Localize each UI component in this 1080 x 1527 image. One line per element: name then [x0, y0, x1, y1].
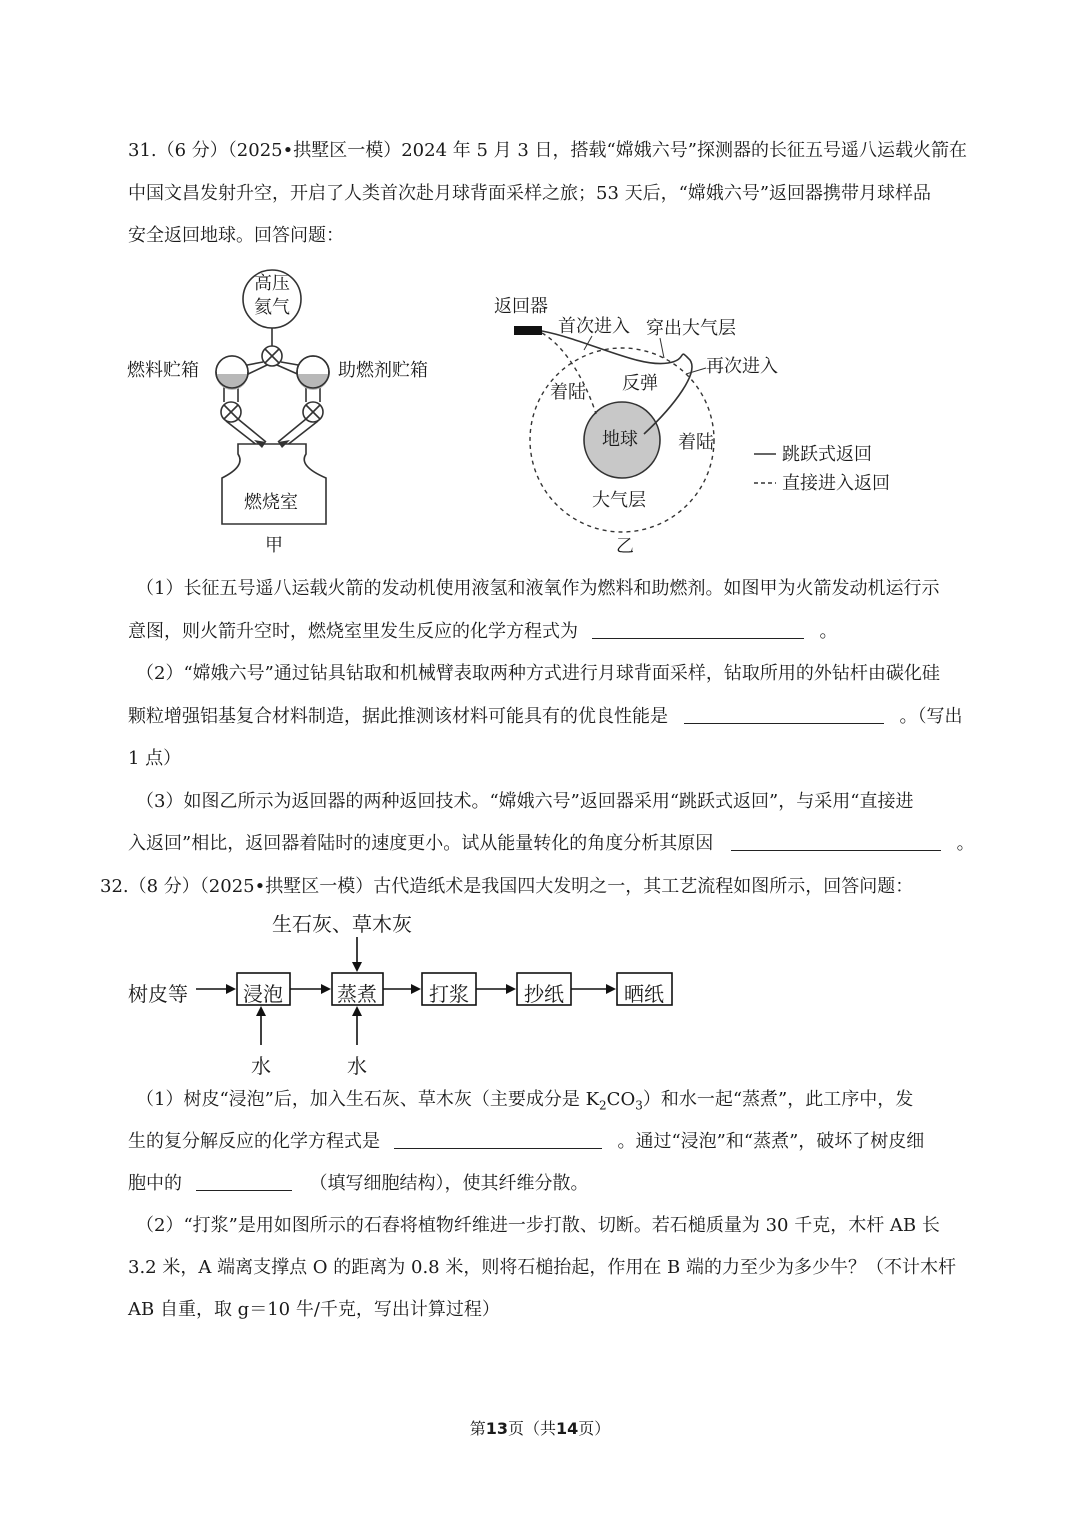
q32-p2-line1: （2）“打浆”是用如图所示的石舂将植物纤维进一步打散、切断。若石槌质量为 30 千克，木杆 AB 长	[136, 1215, 940, 1236]
q32-p1-line2: 生的复分解反应的化学方程式是 。通过“浸泡”和“蒸煮”，破坏了树皮细	[128, 1131, 925, 1152]
fuel-tank-label: 燃料贮箱	[127, 360, 199, 381]
flow-start-bark: 树皮等	[128, 982, 188, 1006]
landing-left-label: 着陆	[550, 382, 586, 403]
q31-p1-line1: （1）长征五号遥八运载火箭的发动机使用液氢和液氧作为燃料和助燃剂。如图甲为火箭发动机运行示	[136, 578, 940, 599]
landing-right-label: 着陆	[678, 432, 714, 453]
rebound-label: 反弹	[622, 373, 658, 394]
exit-atmosphere-label: 穿出大气层	[646, 318, 736, 339]
re-entry-label: 再次进入	[706, 356, 778, 377]
flow-step-boil: 蒸煮	[337, 982, 377, 1006]
page-number: 13	[485, 1419, 508, 1438]
oxidizer-tank-label: 助燃剂贮箱	[338, 360, 428, 381]
answer-blank-cell-structure[interactable]	[196, 1172, 292, 1191]
figure-jia-caption: 甲	[265, 535, 283, 556]
q32-p2-line2: 3.2 米，A 端离支撑点 O 的距离为 0.8 米，则将石槌抬起，作用在 B 端的力至少为多少牛？（不计木杆	[128, 1257, 957, 1278]
q31-p2-line2: 颗粒增强铝基复合材料制造，据此推测该材料可能具有的优良性能是 。（写出	[128, 706, 963, 727]
chamber-label: 燃烧室	[244, 492, 298, 513]
page-total: 14	[556, 1419, 579, 1438]
helium-label-1: 高压	[254, 273, 290, 294]
papermaking-flowchart	[120, 905, 690, 1085]
q32-line1: 32.（8 分）（2025•拱墅区一模）古代造纸术是我国四大发明之一，其工艺流程如图所示，回答问题：	[100, 876, 914, 897]
q32-p1-line3: 胞中的 （填写细胞结构），使其纤维分散。	[128, 1173, 589, 1194]
figure-yi-caption: 乙	[616, 536, 634, 557]
q31-p2-line1: （2）“嫦娥六号”通过钻具钻取和机械臂表取两种方式进行月球背面采样，钻取所用的外钻杆由碳化硅	[136, 663, 940, 684]
q31-line3: 安全返回地球。回答问题：	[128, 225, 344, 246]
flow-step-soak: 浸泡	[243, 982, 283, 1006]
q32-p1-line1: （1）树皮“浸泡”后，加入生石灰、草木灰（主要成分是 $K_2CO_3$）和水一起“蒸煮”，此工序中，发	[136, 1089, 914, 1113]
page-footer: 第13页（共14页）	[469, 1419, 611, 1438]
answer-blank-reason[interactable]	[731, 832, 941, 851]
figure-jia	[120, 262, 450, 562]
returner-label: 返回器	[494, 296, 548, 317]
q31-line1: 31.（6 分）（2025•拱墅区一模）2024 年 5 月 3 日，搭载“嫦娥六号”探测器的长征五号遥八运载火箭在	[128, 140, 967, 161]
first-entry-label: 首次进入	[558, 316, 630, 337]
legend-skip-label: 跳跃式返回	[782, 444, 872, 465]
flow-water-2: 水	[347, 1054, 367, 1078]
atmosphere-label: 大气层	[592, 490, 646, 511]
q31-p3-line2: 入返回”相比，返回器着陆时的速度更小。试从能量转化的角度分析其原因 。	[128, 833, 975, 854]
flow-water-1: 水	[251, 1054, 271, 1078]
answer-blank-reaction[interactable]	[394, 1130, 602, 1149]
flow-step-beat: 打浆	[429, 982, 469, 1006]
flow-step-dry: 晒纸	[624, 982, 664, 1006]
q31-line2: 中国文昌发射升空，开启了人类首次赴月球背面采样之旅；53 天后，“嫦娥六号”返回器携带月球样品	[128, 183, 932, 204]
helium-label-2: 氦气	[254, 297, 290, 318]
q31-p3-line1: （3）如图乙所示为返回器的两种返回技术。“嫦娥六号”返回器采用“跳跃式返回”，与采用“直接进	[136, 791, 914, 812]
q32-p2-line3: AB 自重，取 g＝10 牛/千克，写出计算过程）	[128, 1299, 500, 1320]
answer-blank-property[interactable]	[684, 705, 884, 724]
flow-step-mould: 抄纸	[524, 982, 564, 1006]
answer-blank-equation[interactable]	[592, 620, 804, 639]
figure-yi	[488, 288, 918, 560]
q31-p1-line2: 意图，则火箭升空时，燃烧室里发生反应的化学方程式为 。	[128, 621, 838, 642]
q31-p2-line3: 1 点）	[128, 748, 182, 769]
earth-label: 地球	[602, 429, 638, 450]
legend-direct-label: 直接进入返回	[782, 473, 890, 494]
flow-input-lime-ash: 生石灰、草木灰	[272, 912, 412, 936]
